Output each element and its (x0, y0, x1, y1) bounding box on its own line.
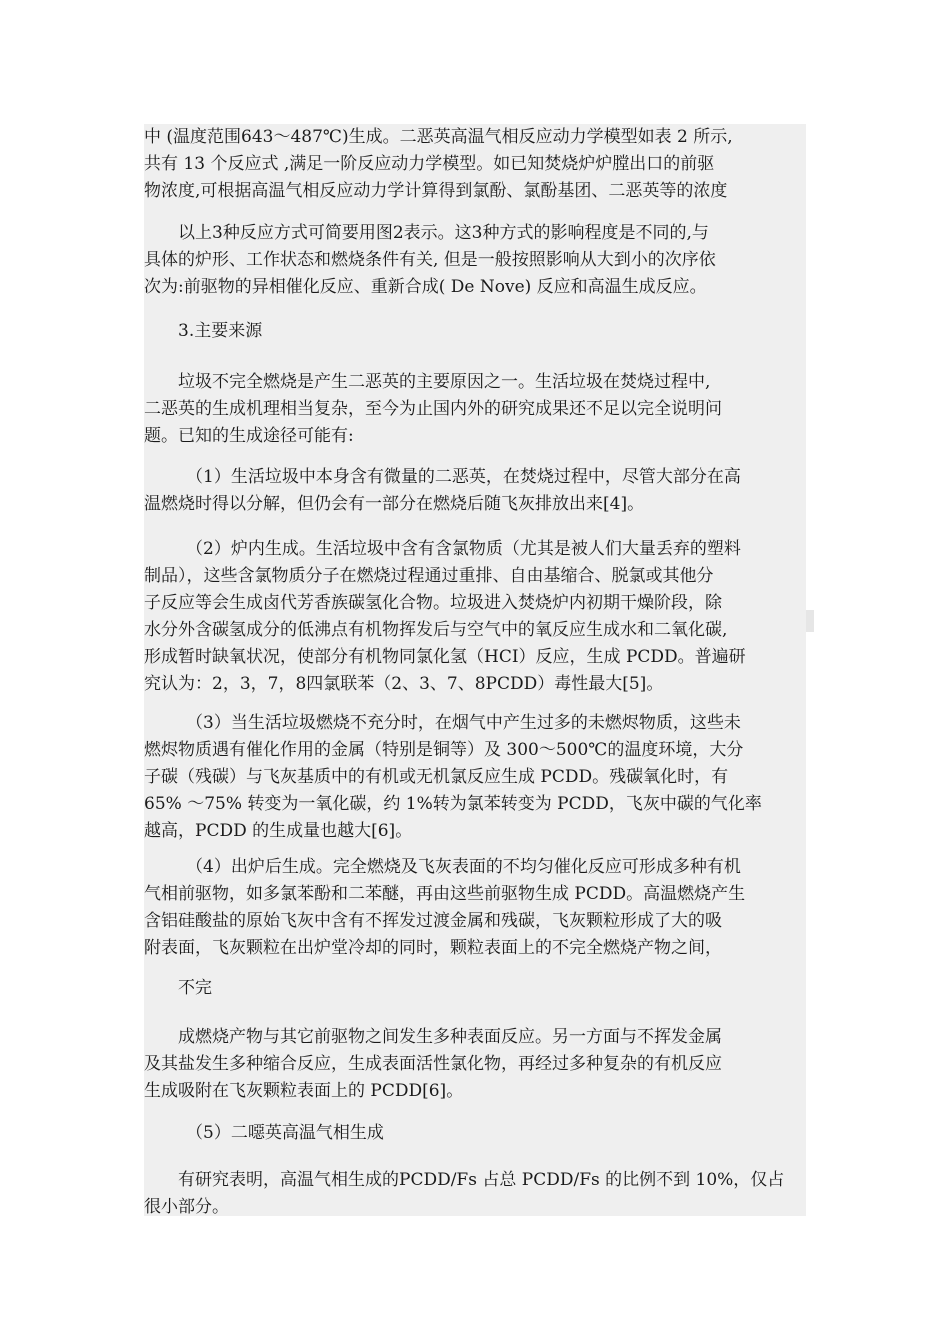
text-line: 含铝硅酸盐的原始飞灰中含有不挥发过渡金属和残碳，飞灰颗粒形成了大的吸 (144, 911, 722, 931)
text-line: 具体的炉形、工作状态和燃烧条件有关, 但是一般按照影响从大到小的次序依 (144, 250, 716, 270)
text-line: 中 (温度范围643～487℃)生成。二恶英高温气相反应动力学模型如表 2 所示, (144, 127, 733, 147)
text-line: 生成吸附在飞灰颗粒表面上的 PCDD[6]。 (144, 1081, 464, 1101)
text-line: 物浓度,可根据高温气相反应动力学计算得到氯酚、氯酚基团、二恶英等的浓度 (144, 181, 728, 201)
text-line: 题。已知的生成途径可能有: (144, 426, 354, 446)
text-line: 究认为：2，3，7，8四氯联苯（2、3、7、8PCDD）毒性最大[5]。 (144, 674, 664, 694)
text-line: （4）出炉后生成。完全燃烧及飞灰表面的不均匀催化反应可形成多种有机 (186, 857, 741, 877)
text-line: 有研究表明，高温气相生成的PCDD/Fs 占总 PCDD/Fs 的比例不到 10%，仅占 (178, 1170, 785, 1190)
text-line: 垃圾不完全燃烧是产生二恶英的主要原因之一。生活垃圾在焚烧过程中, (178, 372, 711, 392)
text-line: 二恶英的生成机理相当复杂，至今为止国内外的研究成果还不足以完全说明问 (144, 399, 722, 419)
section-heading-main-sources (144, 318, 806, 345)
text-line: 制品），这些含氯物质分子在燃烧过程通过重排、自由基缩合、脱氯或其他分 (144, 566, 714, 586)
text-line: （1）生活垃圾中本身含有微量的二恶英，在焚烧过程中，尽管大部分在高 (186, 467, 741, 487)
text-line: 共有 13 个反应式 ,满足一阶反应动力学模型。如已知焚烧炉炉膛出口的前驱 (144, 154, 715, 174)
text-line: 越高，PCDD 的生成量也越大[6]。 (144, 821, 413, 841)
text-line: （3）当生活垃圾燃烧不充分时，在烟气中产生过多的未燃烬物质，这些未 (186, 713, 741, 733)
paragraph-surface-reactions (144, 1024, 806, 1105)
text-line: 很小部分。 (144, 1197, 229, 1217)
text-line: 65% ～75% 转变为一氧化碳，约 1%转为氯苯转变为 PCDD，飞灰中碳的气化率 (144, 794, 762, 814)
document-body (144, 124, 806, 1216)
list-item-5-heading (144, 1120, 806, 1147)
paragraph-reaction-summary (144, 220, 806, 301)
text-line: 成燃烧产物与其它前驱物之间发生多种表面反应。另一方面与不挥发金属 (178, 1027, 722, 1047)
text-line: （2）炉内生成。生活垃圾中含有含氯物质（尤其是被人们大量丢弃的塑料 (186, 539, 741, 559)
text-line: 以上3种反应方式可简要用图2表示。这3种方式的影响程度是不同的,与 (178, 223, 709, 243)
margin-mark (806, 610, 814, 632)
paragraph-kinetics (144, 124, 806, 205)
list-item-2 (144, 536, 806, 698)
paragraph-fragment (144, 975, 806, 1002)
text-line: 不完 (178, 978, 212, 998)
text-line: 子碳（残碳）与飞灰基质中的有机或无机氯反应生成 PCDD。残碳氧化时，有 (144, 767, 729, 787)
text-line: 水分外含碳氢成分的低沸点有机物挥发后与空气中的氧反应生成水和二氧化碳, (144, 620, 728, 640)
text-line: 气相前驱物，如多氯苯酚和二苯醚，再由这些前驱物生成 PCDD。高温燃烧产生 (144, 884, 746, 904)
text-line: 形成暂时缺氧状况，使部分有机物同氯化氢（HCI）反应，生成 PCDD。普遍研 (144, 647, 746, 667)
text-line: 温燃烧时得以分解，但仍会有一部分在燃烧后随飞灰排放出来[4]。 (144, 494, 645, 514)
list-item-3 (144, 710, 806, 845)
text-line: 子反应等会生成卤代芳香族碳氢化合物。垃圾进入焚烧炉内初期干燥阶段，除 (144, 593, 722, 613)
list-item-1 (144, 464, 806, 518)
text-line: （5）二噁英高温气相生成 (186, 1123, 384, 1143)
paragraph-gas-phase-share (144, 1167, 806, 1221)
section-heading: 3.主要来源 (178, 321, 263, 341)
text-line: 附表面，飞灰颗粒在出炉堂冷却的同时，颗粒表面上的不完全燃烧产物之间， (144, 938, 722, 958)
text-line: 及其盐发生多种缩合反应，生成表面活性氯化物，再经过多种复杂的有机反应 (144, 1054, 722, 1074)
paragraph-incomplete-combustion (144, 369, 806, 450)
text-line: 燃烬物质遇有催化作用的金属（特别是铜等）及 300～500℃的温度环境，大分 (144, 740, 744, 760)
text-line: 次为:前驱物的异相催化反应、重新合成( De Nove) 反应和高温生成反应。 (144, 277, 707, 297)
list-item-4 (144, 854, 806, 962)
